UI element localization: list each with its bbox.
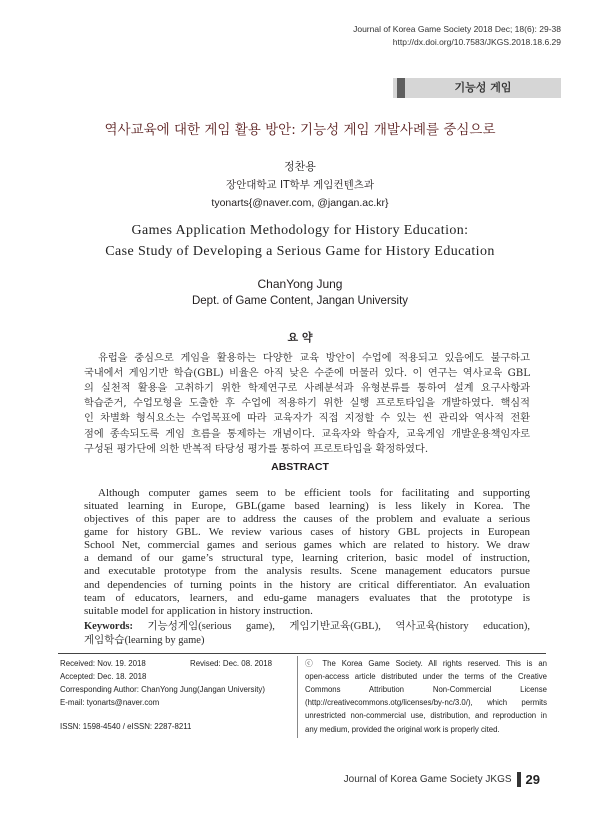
abstract-en-line: situated learning in Europe, GBL(game based learning) is less likely in Korea. The bbox=[84, 499, 530, 512]
abstract-ko-line: 구성된 평가단에 의한 반복적 타당성 평가를 통하여 프로토타입을 확정하였다. bbox=[84, 443, 429, 455]
abstract-ko-line: 국내에서 게임기반 학습(GBL) 비율은 아직 낮은 수준에 머물러 있다. 이 연구는 역사교육 GBL bbox=[84, 367, 530, 379]
dates-row bbox=[60, 657, 292, 670]
accepted-date: Accepted: Dec. 18. 2018 bbox=[60, 671, 147, 681]
journal-citation: Journal of Korea Game Society 2018 Dec; 18(6): 29-38 bbox=[353, 24, 561, 34]
corresponding-email: E-mail: tyonarts@naver.com bbox=[60, 698, 160, 708]
footer-rule bbox=[58, 653, 546, 654]
abstract-en-line: and dependencies of turning points in the history are critical differentiator. An evaluation bbox=[84, 578, 530, 591]
abstract-en bbox=[84, 487, 530, 619]
abstract-ko bbox=[84, 351, 530, 457]
page-number: 29 bbox=[525, 771, 540, 787]
title-ko: 역사교육에 대한 게임 활용 방안: 기능성 게임 개발사례를 중심으로 bbox=[104, 122, 496, 138]
doi-text: http://dx.doi.org/10.7583/JKGS.2018.18.6.29 bbox=[392, 37, 561, 47]
abstract-ko-line: 유럽을 중심으로 게임을 활용하는 다양한 교육 방안이 수업에 적용되고 있음에도 불구하고 bbox=[98, 352, 530, 364]
abstract-ko-line: 의 실천적 활용을 고취하기 위한 학제연구로 사례분석과 유형분류를 통하여 설계 요구사항과 bbox=[84, 382, 530, 394]
keywords-label: Keywords: bbox=[84, 621, 133, 632]
abstract-en-line: team of educators, learners, and edu-game managers evaluates that the prototype is bbox=[84, 591, 530, 604]
license-line: unrestricted non-commercial use, distribution, and reproduction in bbox=[305, 711, 547, 721]
title-en-line: Games Application Methodology for History Education: bbox=[131, 223, 469, 238]
article-dates bbox=[60, 657, 292, 710]
page-number-bar bbox=[517, 772, 521, 787]
abstract-en-heading: ABSTRACT bbox=[271, 461, 329, 473]
abstract-en-line: a demand of our game’s structural type, learning criterion, basic model of instruction, bbox=[84, 552, 530, 565]
issn: ISSN: 1598-4540 / eISSN: 2287-8211 bbox=[60, 721, 192, 731]
author-affiliation-en: Dept. of Game Content, Jangan University bbox=[191, 295, 409, 307]
abstract-en-line: and executable prototype from the analysis results. Scene management educators pursue bbox=[84, 565, 530, 578]
running-footer bbox=[344, 771, 540, 787]
license-line: any medium, provided the original work is properly cited. bbox=[305, 724, 500, 734]
corresponding-author: Corresponding Author: ChanYong Jung(Jangan University) bbox=[60, 685, 265, 695]
section-tag-stripe bbox=[397, 78, 405, 98]
license-line: Commons Attribution Non-Commercial License bbox=[305, 684, 547, 694]
abstract-ko-line: 점에 종속되도록 게임 흐름을 통제하는 개념이다. 교육자와 학습자, 교육게임 개발운용책임자로 bbox=[84, 428, 530, 440]
abstract-en-line: Although computer games seem to be efficient tools for facilitating and supporting bbox=[98, 486, 530, 499]
footer-divider bbox=[297, 656, 298, 738]
abstract-en-line: game for history GBL. We review various cases of history GBL projects in European bbox=[84, 525, 530, 538]
section-tag-label: 기능성 게임 bbox=[454, 81, 512, 94]
license-line: open-access article distributed under the terms of the Creative bbox=[305, 671, 547, 681]
license-notice bbox=[305, 657, 547, 736]
keywords-line bbox=[84, 620, 530, 634]
running-footer-journal: Journal of Korea Game Society JKGS bbox=[343, 773, 512, 785]
abstract-en-line: School Net, commercial games and serious games which are related to history. We draw bbox=[84, 539, 530, 552]
revised-date: Revised: Dec. 08. 2018 bbox=[190, 658, 273, 668]
license-line: ⓒ The Korea Game Society. All rights reserved. This is an bbox=[305, 658, 547, 668]
author-name-en: ChanYong Jung bbox=[257, 277, 343, 291]
abstract-ko-line: 인 차별화 형식요소는 수업목표에 따라 교육자가 직접 지정할 수 있는 씬 관리와 역사적 전환 bbox=[84, 413, 530, 425]
journal-header bbox=[353, 23, 561, 49]
title-en-line: Case Study of Developing a Serious Game for History Education bbox=[105, 244, 495, 259]
abstract-en-line: suitable model for application in history instruction. bbox=[84, 604, 313, 617]
author-block-ko bbox=[0, 158, 600, 212]
keywords-text: 기능성게임(serious game), 게임기반교육(GBL), 역사교육(history education), bbox=[147, 621, 531, 632]
author-email: tyonarts{@naver.com, @jangan.ac.kr} bbox=[211, 197, 389, 209]
received-date: Received: Nov. 19. 2018 bbox=[60, 658, 146, 668]
license-line: (http://creativecommons.otg/licenses/by-nc/3.0/), which permits bbox=[305, 698, 547, 708]
keywords-line: 게임학습(learning by game) bbox=[84, 635, 205, 646]
section-tag bbox=[393, 78, 561, 98]
title-en bbox=[0, 220, 600, 262]
abstract-ko-line: 학습준거, 수업모형을 도출한 후 수업에 적용하기 위한 실행 프로토타입을 개발하였다. 핵심적 bbox=[84, 398, 530, 410]
author-affiliation-ko: 장안대학교 IT학부 게임컨텐츠과 bbox=[225, 179, 375, 191]
author-name-ko: 정찬용 bbox=[284, 160, 316, 173]
abstract-en-line: objectives of this paper are to address the causes of the problem and evaluate a serious bbox=[84, 512, 530, 525]
author-block-en bbox=[0, 276, 600, 310]
abstract-ko-heading: 요 약 bbox=[287, 331, 313, 344]
keywords bbox=[84, 620, 530, 648]
